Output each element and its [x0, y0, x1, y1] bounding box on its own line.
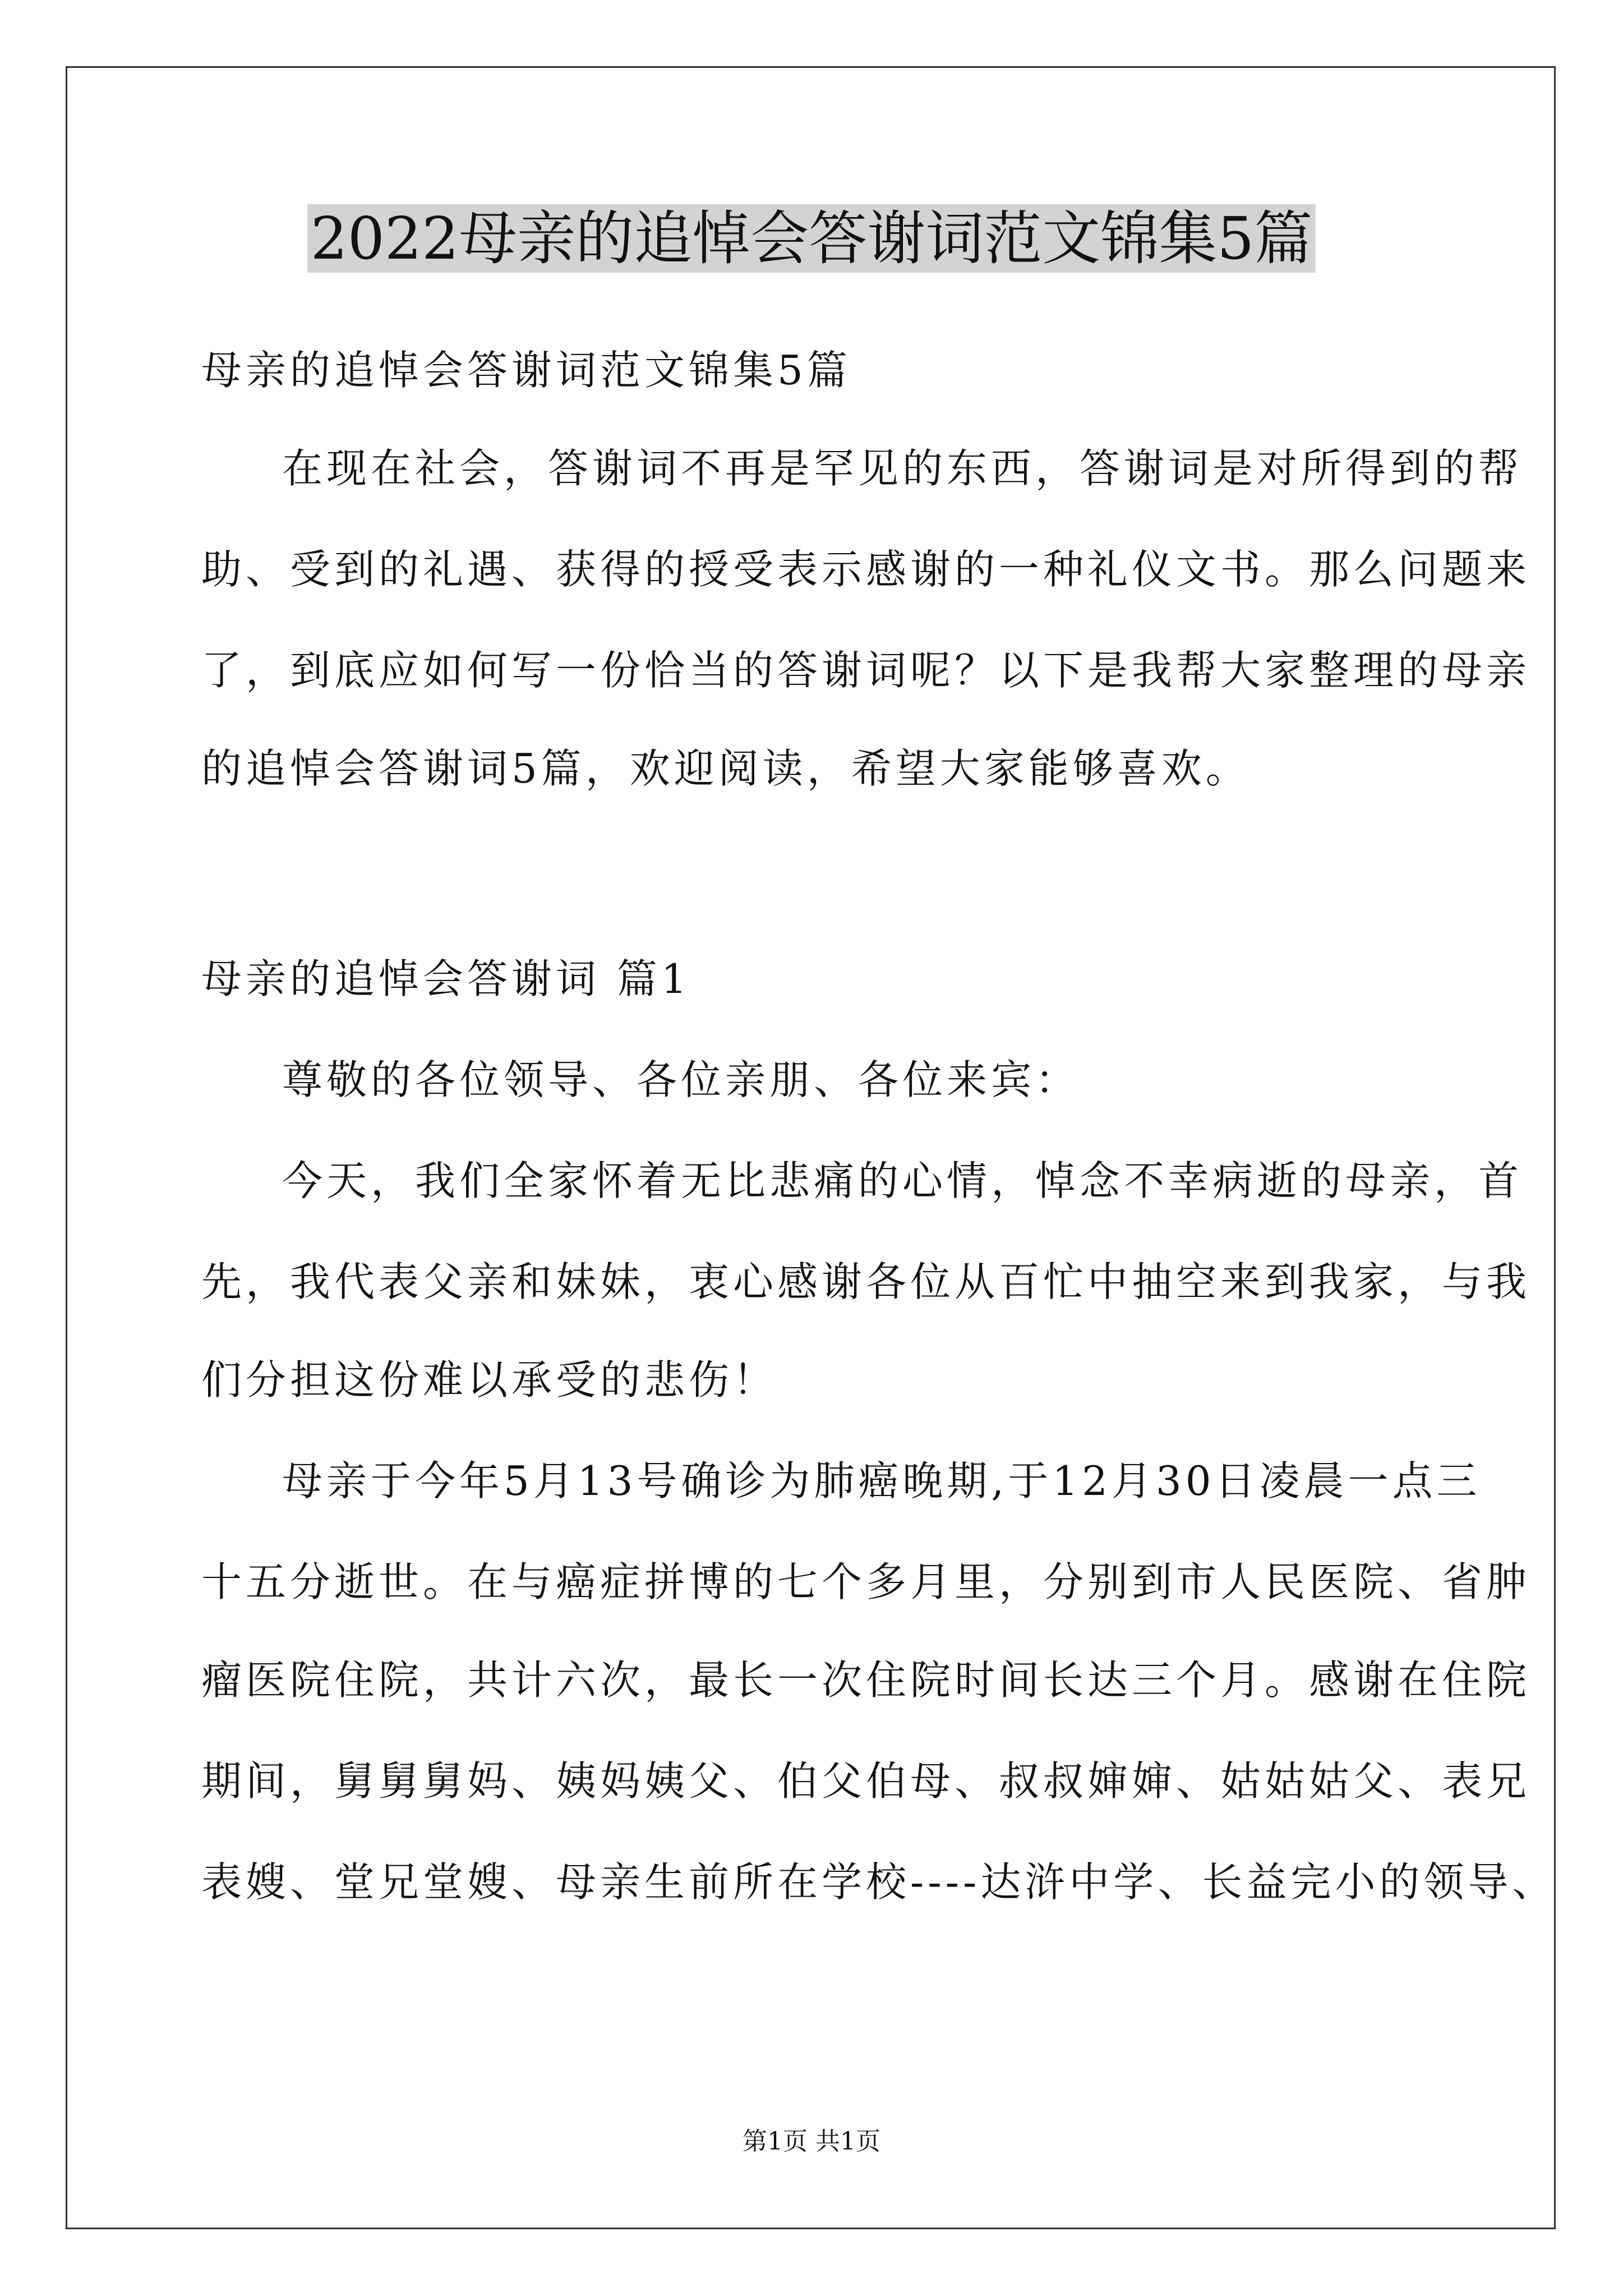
paragraph-1-line-1: 今天，我们全家怀着无比悲痛的心情，悼念不幸病逝的母亲，首 [282, 1157, 1523, 1204]
paragraph-1-line-2: 先，我代表父亲和妹妹，衷心感谢各位从百忙中抽空来到我家，与我 [201, 1258, 1531, 1305]
document-title [0, 199, 1623, 278]
section-heading: 母亲的追悼会答谢词 篇1 [201, 955, 691, 1002]
intro-line-2: 助、受到的礼遇、获得的授受表示感谢的一种礼仪文书。那么问题来 [201, 546, 1531, 593]
paragraph-2-line-5: 表嫂、堂兄堂嫂、母亲生前所在学校----达浒中学、长益完小的领导、 [201, 1858, 1557, 1906]
subtitle: 母亲的追悼会答谢词范文锦集5篇 [201, 347, 851, 394]
intro-line-4: 的追悼会答谢词5篇，欢迎阅读，希望大家能够喜欢。 [201, 745, 1250, 792]
page-footer: 第1页 共1页 [743, 2127, 880, 2156]
paragraph-2-line-1: 母亲于今年5月13号确诊为肺癌晚期,于12月30日凌晨一点三 [282, 1457, 1481, 1504]
paragraph-1-line-3: 们分担这份难以承受的悲伤！ [201, 1356, 778, 1404]
intro-line-3: 了，到底应如何写一份恰当的答谢词呢？以下是我帮大家整理的母亲 [201, 647, 1531, 694]
greeting: 尊敬的各位领导、各位亲朋、各位来宾： [282, 1056, 1080, 1103]
paragraph-2-line-4: 期间，舅舅舅妈、姨妈姨父、伯父伯母、叔叔婶婶、姑姑姑父、表兄 [201, 1757, 1531, 1805]
document-title-text: 2022母亲的追悼会答谢词范文锦集5篇 [307, 204, 1316, 273]
paragraph-2-line-2: 十五分逝世。在与癌症拼博的七个多月里，分别到市人民医院、省肿 [201, 1558, 1531, 1605]
paragraph-2-line-3: 瘤医院住院，共计六次，最长一次住院时间长达三个月。感谢在住院 [201, 1657, 1531, 1704]
intro-line-1: 在现在社会，答谢词不再是罕见的东西，答谢词是对所得到的帮 [282, 445, 1523, 492]
